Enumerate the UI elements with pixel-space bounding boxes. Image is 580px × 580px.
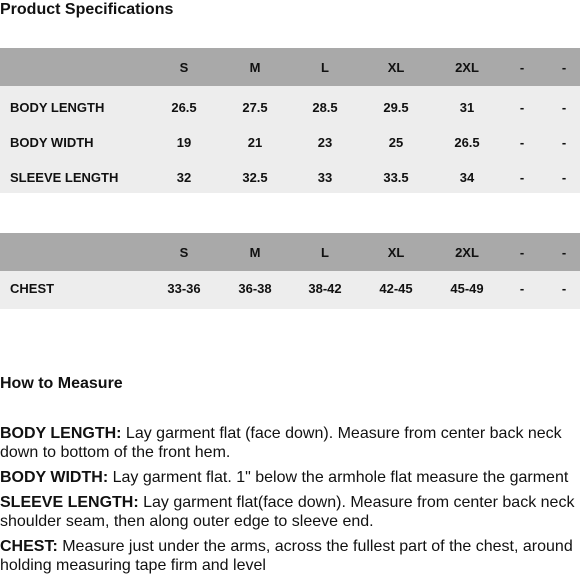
measure-instructions [0, 424, 580, 580]
table-cell: - [561, 170, 567, 185]
header-size-m: M [249, 59, 261, 75]
size-table-chest [0, 233, 580, 309]
table-cell: - [561, 100, 567, 115]
table-cell: 23 [317, 135, 333, 150]
how-to-measure-heading: How to Measure [0, 375, 123, 392]
table-row [0, 125, 580, 160]
measure-text-continued: shoulder seam, then along outer edge to sleeve end. [0, 513, 374, 530]
row-label: SLEEVE LENGTH [10, 170, 119, 185]
measure-item-chest [0, 537, 580, 575]
header-size-empty-2: - [561, 244, 567, 260]
measure-text-continued: down to bottom of the front hem. [0, 444, 231, 461]
table-cell: 25 [388, 135, 404, 150]
table-cell: - [561, 135, 567, 150]
measure-item-body-length [0, 424, 580, 462]
table-cell: 36-38 [238, 281, 272, 296]
table-cell: 31 [459, 100, 475, 115]
table-cell: 19 [176, 135, 192, 150]
row-label: BODY WIDTH [10, 135, 94, 150]
table-cell: - [519, 135, 525, 150]
measure-text: Lay garment flat. 1" below the armhole flat measure the garment [108, 469, 569, 486]
table-cell: - [519, 100, 525, 115]
header-size-empty-1: - [519, 244, 525, 260]
size-table-measurements [0, 48, 580, 193]
table-cell: 42-45 [379, 281, 413, 296]
table-header-row [0, 233, 580, 271]
measure-item-sleeve-length [0, 493, 580, 531]
page-title: Product Specifications [0, 1, 174, 18]
header-size-2xl: 2XL [455, 59, 479, 75]
table-row [0, 271, 580, 306]
table-cell: 28.5 [312, 100, 338, 115]
table-cell: 29.5 [383, 100, 409, 115]
measure-term: SLEEVE LENGTH: [0, 494, 139, 511]
header-size-xl: XL [387, 244, 405, 260]
measure-term: CHEST: [0, 538, 58, 555]
header-size-2xl: 2XL [455, 244, 479, 260]
table-cell: 38-42 [308, 281, 342, 296]
table-cell: 26.5 [454, 135, 480, 150]
table-cell: 45-49 [450, 281, 484, 296]
table-cell: 21 [247, 135, 263, 150]
table-cell: - [561, 281, 567, 296]
header-size-s: S [179, 59, 189, 75]
measure-text: Lay garment flat(face down). Measure from center back neck [138, 494, 575, 511]
table-cell: - [519, 281, 525, 296]
row-label: CHEST [10, 281, 55, 296]
table-cell: 27.5 [242, 100, 268, 115]
header-size-l: L [321, 244, 329, 260]
table-row [0, 90, 580, 125]
row-label: BODY LENGTH [10, 100, 105, 115]
table-cell: 32.5 [242, 170, 268, 185]
measure-text-continued: holding measuring tape firm and level [0, 557, 266, 574]
measure-item-body-width [0, 468, 580, 487]
measure-term: BODY WIDTH: [0, 469, 109, 486]
table-cell: 33.5 [383, 170, 409, 185]
table-cell: 32 [176, 170, 192, 185]
header-size-l: L [321, 59, 329, 75]
header-size-empty-1: - [519, 59, 525, 75]
table-cell: 33-36 [167, 281, 201, 296]
measure-text: Measure just under the arms, across the fullest part of the chest, around [57, 538, 573, 555]
header-size-xl: XL [387, 59, 405, 75]
table-cell: 34 [459, 170, 475, 185]
table-row [0, 160, 580, 195]
header-size-m: M [249, 244, 261, 260]
table-cell: 26.5 [171, 100, 197, 115]
table-cell: - [519, 170, 525, 185]
table-cell: 33 [317, 170, 333, 185]
measure-text: Lay garment flat (face down). Measure from center back neck [121, 425, 562, 442]
header-size-empty-2: - [561, 59, 567, 75]
table-header-row [0, 48, 580, 86]
measure-term: BODY LENGTH: [0, 425, 122, 442]
header-size-s: S [179, 244, 189, 260]
